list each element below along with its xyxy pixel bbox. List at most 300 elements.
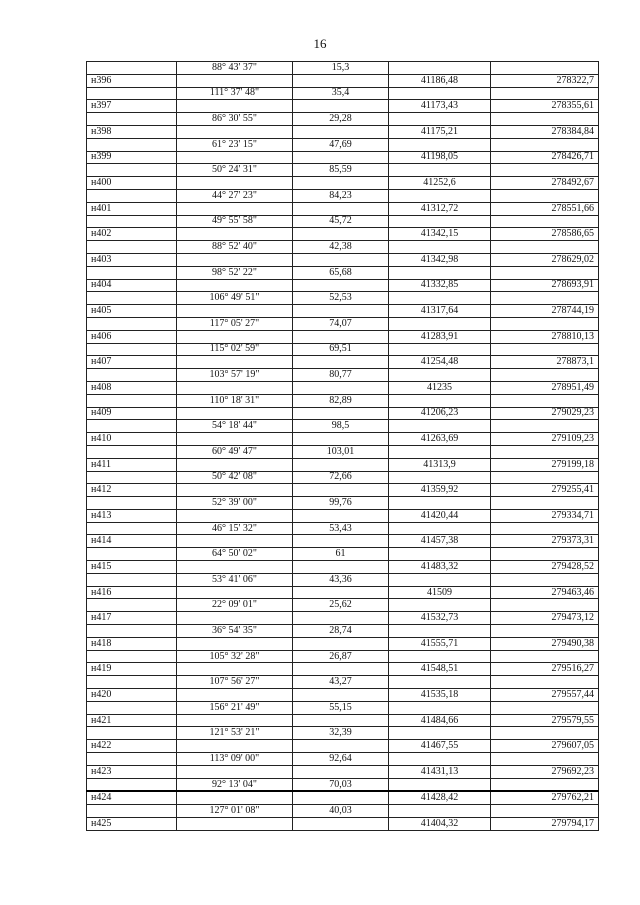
y-coordinate-cell (491, 471, 599, 484)
direction-angle-cell (177, 433, 293, 446)
point-id-cell: н398 (87, 125, 177, 138)
y-coordinate-cell: 278629,02 (491, 253, 599, 266)
direction-angle-cell: 117° 05' 27" (177, 317, 293, 330)
table-row (87, 676, 599, 689)
point-id-cell: н399 (87, 151, 177, 164)
length-cell: 72,66 (293, 471, 389, 484)
direction-angle-cell (177, 535, 293, 548)
x-coordinate-cell (389, 138, 491, 151)
table-row (87, 151, 599, 164)
direction-angle-cell (177, 305, 293, 318)
y-coordinate-cell: 278322,7 (491, 74, 599, 87)
table-row (87, 241, 599, 254)
x-coordinate-cell: 41431,13 (389, 765, 491, 778)
table-row (87, 701, 599, 714)
table-row (87, 317, 599, 330)
direction-angle-cell: 50° 42' 08" (177, 471, 293, 484)
y-coordinate-cell: 278355,61 (491, 100, 599, 113)
direction-angle-cell (177, 279, 293, 292)
x-coordinate-cell: 41235 (389, 381, 491, 394)
table-row (87, 138, 599, 151)
length-cell: 42,38 (293, 241, 389, 254)
direction-angle-cell: 111° 37' 48" (177, 87, 293, 100)
point-id-cell (87, 701, 177, 714)
x-coordinate-cell: 41483,32 (389, 561, 491, 574)
point-id-cell (87, 471, 177, 484)
length-cell (293, 305, 389, 318)
y-coordinate-cell (491, 394, 599, 407)
table-row (87, 228, 599, 241)
x-coordinate-cell (389, 625, 491, 638)
direction-angle-cell: 127° 01' 08" (177, 805, 293, 818)
direction-angle-cell: 36° 54' 35" (177, 625, 293, 638)
y-coordinate-cell (491, 62, 599, 75)
point-id-cell (87, 420, 177, 433)
direction-angle-cell: 107° 56' 27" (177, 676, 293, 689)
table-row (87, 561, 599, 574)
point-id-cell: н421 (87, 714, 177, 727)
direction-angle-cell: 88° 52' 40" (177, 241, 293, 254)
direction-angle-cell (177, 765, 293, 778)
x-coordinate-cell (389, 805, 491, 818)
direction-angle-cell (177, 740, 293, 753)
length-cell (293, 791, 389, 804)
y-coordinate-cell (491, 215, 599, 228)
x-coordinate-cell (389, 522, 491, 535)
x-coordinate-cell (389, 317, 491, 330)
length-cell (293, 765, 389, 778)
length-cell (293, 381, 389, 394)
y-coordinate-cell (491, 445, 599, 458)
y-coordinate-cell: 278810,13 (491, 330, 599, 343)
length-cell (293, 74, 389, 87)
length-cell: 47,69 (293, 138, 389, 151)
y-coordinate-cell: 279109,23 (491, 433, 599, 446)
table-row (87, 471, 599, 484)
length-cell (293, 818, 389, 831)
x-coordinate-cell: 41509 (389, 586, 491, 599)
y-coordinate-cell: 279516,27 (491, 663, 599, 676)
length-cell (293, 484, 389, 497)
table-row (87, 330, 599, 343)
table-row (87, 484, 599, 497)
length-cell (293, 228, 389, 241)
x-coordinate-cell: 41186,48 (389, 74, 491, 87)
direction-angle-cell: 98° 52' 22" (177, 266, 293, 279)
direction-angle-cell (177, 202, 293, 215)
point-id-cell: н415 (87, 561, 177, 574)
y-coordinate-cell (491, 241, 599, 254)
y-coordinate-cell (491, 599, 599, 612)
y-coordinate-cell (491, 573, 599, 586)
x-coordinate-cell: 41428,42 (389, 791, 491, 804)
direction-angle-cell (177, 818, 293, 831)
table-row (87, 305, 599, 318)
table-row (87, 522, 599, 535)
direction-angle-cell: 115° 02' 59" (177, 343, 293, 356)
y-coordinate-cell: 278551,66 (491, 202, 599, 215)
point-id-cell: н396 (87, 74, 177, 87)
length-cell (293, 689, 389, 702)
y-coordinate-cell (491, 522, 599, 535)
x-coordinate-cell: 41312,72 (389, 202, 491, 215)
x-coordinate-cell: 41317,64 (389, 305, 491, 318)
y-coordinate-cell: 279428,52 (491, 561, 599, 574)
length-cell (293, 356, 389, 369)
point-id-cell: н422 (87, 740, 177, 753)
x-coordinate-cell: 41532,73 (389, 612, 491, 625)
x-coordinate-cell: 41198,05 (389, 151, 491, 164)
y-coordinate-cell (491, 164, 599, 177)
page-number: 16 (313, 36, 327, 51)
y-coordinate-cell (491, 292, 599, 305)
direction-angle-cell: 52° 39' 00" (177, 497, 293, 510)
table-row (87, 343, 599, 356)
x-coordinate-cell (389, 62, 491, 75)
length-cell (293, 202, 389, 215)
x-coordinate-cell: 41484,66 (389, 714, 491, 727)
length-cell (293, 253, 389, 266)
length-cell: 32,39 (293, 727, 389, 740)
table-row (87, 497, 599, 510)
length-cell: 65,68 (293, 266, 389, 279)
point-id-cell: н409 (87, 407, 177, 420)
point-id-cell (87, 164, 177, 177)
length-cell (293, 612, 389, 625)
x-coordinate-cell: 41175,21 (389, 125, 491, 138)
x-coordinate-cell: 41332,85 (389, 279, 491, 292)
point-id-cell (87, 138, 177, 151)
y-coordinate-cell (491, 805, 599, 818)
y-coordinate-cell: 278492,67 (491, 177, 599, 190)
y-coordinate-cell: 279692,23 (491, 765, 599, 778)
x-coordinate-cell: 41206,23 (389, 407, 491, 420)
point-id-cell (87, 599, 177, 612)
x-coordinate-cell: 41173,43 (389, 100, 491, 113)
direction-angle-cell: 64° 50' 02" (177, 548, 293, 561)
x-coordinate-cell (389, 113, 491, 126)
y-coordinate-cell (491, 625, 599, 638)
table-row (87, 369, 599, 382)
direction-angle-cell (177, 637, 293, 650)
table-row (87, 689, 599, 702)
point-id-cell (87, 241, 177, 254)
length-cell: 52,53 (293, 292, 389, 305)
y-coordinate-cell (491, 676, 599, 689)
x-coordinate-cell: 41420,44 (389, 509, 491, 522)
direction-angle-cell (177, 663, 293, 676)
direction-angle-cell: 54° 18' 44" (177, 420, 293, 433)
length-cell: 35,4 (293, 87, 389, 100)
x-coordinate-cell (389, 215, 491, 228)
table-row (87, 818, 599, 831)
table-row (87, 189, 599, 202)
y-coordinate-cell: 279373,31 (491, 535, 599, 548)
direction-angle-cell: 50° 24' 31" (177, 164, 293, 177)
direction-angle-cell (177, 689, 293, 702)
y-coordinate-cell (491, 497, 599, 510)
table-row (87, 625, 599, 638)
direction-angle-cell (177, 791, 293, 804)
point-id-cell: н420 (87, 689, 177, 702)
point-id-cell (87, 778, 177, 791)
y-coordinate-cell: 278873,1 (491, 356, 599, 369)
x-coordinate-cell: 41457,38 (389, 535, 491, 548)
x-coordinate-cell: 41404,32 (389, 818, 491, 831)
x-coordinate-cell (389, 753, 491, 766)
direction-angle-cell (177, 484, 293, 497)
y-coordinate-cell: 279557,44 (491, 689, 599, 702)
x-coordinate-cell: 41342,98 (389, 253, 491, 266)
table-row (87, 663, 599, 676)
point-id-cell: н424 (87, 791, 177, 804)
length-cell: 15,3 (293, 62, 389, 75)
table-row (87, 650, 599, 663)
x-coordinate-cell: 41313,9 (389, 458, 491, 471)
point-id-cell (87, 369, 177, 382)
length-cell: 98,5 (293, 420, 389, 433)
length-cell (293, 407, 389, 420)
x-coordinate-cell (389, 369, 491, 382)
y-coordinate-cell: 279473,12 (491, 612, 599, 625)
y-coordinate-cell: 279762,21 (491, 791, 599, 804)
table-row (87, 714, 599, 727)
table-row (87, 753, 599, 766)
point-id-cell (87, 727, 177, 740)
direction-angle-cell: 46° 15' 32" (177, 522, 293, 535)
table-row (87, 805, 599, 818)
y-coordinate-cell (491, 343, 599, 356)
x-coordinate-cell: 41263,69 (389, 433, 491, 446)
point-id-cell: н413 (87, 509, 177, 522)
y-coordinate-cell: 278586,65 (491, 228, 599, 241)
y-coordinate-cell: 279607,05 (491, 740, 599, 753)
table-row (87, 113, 599, 126)
table-row (87, 599, 599, 612)
x-coordinate-cell: 41535,18 (389, 689, 491, 702)
x-coordinate-cell: 41548,51 (389, 663, 491, 676)
direction-angle-cell (177, 100, 293, 113)
point-id-cell: н412 (87, 484, 177, 497)
x-coordinate-cell (389, 573, 491, 586)
length-cell (293, 330, 389, 343)
direction-angle-cell: 53° 41' 06" (177, 573, 293, 586)
point-id-cell: н401 (87, 202, 177, 215)
y-coordinate-cell (491, 189, 599, 202)
point-id-cell (87, 676, 177, 689)
length-cell: 92,64 (293, 753, 389, 766)
direction-angle-cell (177, 458, 293, 471)
x-coordinate-cell: 41254,48 (389, 356, 491, 369)
table-row (87, 458, 599, 471)
x-coordinate-cell: 41283,91 (389, 330, 491, 343)
table-row (87, 62, 599, 75)
point-id-cell (87, 317, 177, 330)
length-cell: 84,23 (293, 189, 389, 202)
length-cell: 55,15 (293, 701, 389, 714)
table-row (87, 778, 599, 791)
length-cell: 80,77 (293, 369, 389, 382)
point-id-cell: н407 (87, 356, 177, 369)
point-id-cell: н408 (87, 381, 177, 394)
point-id-cell (87, 215, 177, 228)
y-coordinate-cell (491, 138, 599, 151)
table-row (87, 445, 599, 458)
table-row (87, 177, 599, 190)
y-coordinate-cell (491, 87, 599, 100)
point-id-cell (87, 522, 177, 535)
x-coordinate-cell (389, 676, 491, 689)
x-coordinate-cell: 41555,71 (389, 637, 491, 650)
length-cell (293, 100, 389, 113)
x-coordinate-cell (389, 343, 491, 356)
direction-angle-cell: 121° 53' 21" (177, 727, 293, 740)
length-cell: 69,51 (293, 343, 389, 356)
y-coordinate-cell: 279794,17 (491, 818, 599, 831)
x-coordinate-cell (389, 189, 491, 202)
y-coordinate-cell (491, 317, 599, 330)
length-cell (293, 279, 389, 292)
coordinates-table-body (87, 62, 599, 831)
table-row (87, 573, 599, 586)
x-coordinate-cell (389, 266, 491, 279)
x-coordinate-cell (389, 497, 491, 510)
direction-angle-cell: 156° 21' 49" (177, 701, 293, 714)
y-coordinate-cell (491, 778, 599, 791)
point-id-cell: н414 (87, 535, 177, 548)
point-id-cell (87, 113, 177, 126)
point-id-cell: н406 (87, 330, 177, 343)
direction-angle-cell (177, 74, 293, 87)
y-coordinate-cell (491, 420, 599, 433)
direction-angle-cell: 103° 57' 19" (177, 369, 293, 382)
length-cell: 29,28 (293, 113, 389, 126)
x-coordinate-cell (389, 87, 491, 100)
direction-angle-cell (177, 509, 293, 522)
point-id-cell: н417 (87, 612, 177, 625)
length-cell: 25,62 (293, 599, 389, 612)
y-coordinate-cell (491, 266, 599, 279)
direction-angle-cell: 110° 18' 31" (177, 394, 293, 407)
point-id-cell: н397 (87, 100, 177, 113)
direction-angle-cell: 113° 09' 00" (177, 753, 293, 766)
length-cell: 99,76 (293, 497, 389, 510)
point-id-cell: н419 (87, 663, 177, 676)
point-id-cell (87, 548, 177, 561)
length-cell: 85,59 (293, 164, 389, 177)
table-row (87, 356, 599, 369)
length-cell: 28,74 (293, 625, 389, 638)
length-cell (293, 458, 389, 471)
x-coordinate-cell (389, 471, 491, 484)
length-cell (293, 151, 389, 164)
table-row (87, 381, 599, 394)
table-row (87, 637, 599, 650)
length-cell: 103,01 (293, 445, 389, 458)
direction-angle-cell: 92° 13' 04" (177, 778, 293, 791)
point-id-cell: н425 (87, 818, 177, 831)
point-id-cell: н418 (87, 637, 177, 650)
length-cell: 40,03 (293, 805, 389, 818)
direction-angle-cell: 106° 49' 51" (177, 292, 293, 305)
table-row (87, 394, 599, 407)
table-row (87, 765, 599, 778)
length-cell (293, 177, 389, 190)
length-cell (293, 561, 389, 574)
table-row (87, 420, 599, 433)
direction-angle-cell: 61° 23' 15" (177, 138, 293, 151)
x-coordinate-cell: 41359,92 (389, 484, 491, 497)
direction-angle-cell (177, 612, 293, 625)
table-row (87, 279, 599, 292)
x-coordinate-cell (389, 548, 491, 561)
direction-angle-cell: 49° 55' 58" (177, 215, 293, 228)
direction-angle-cell (177, 381, 293, 394)
length-cell (293, 535, 389, 548)
direction-angle-cell: 86° 30' 55" (177, 113, 293, 126)
point-id-cell (87, 573, 177, 586)
direction-angle-cell (177, 125, 293, 138)
direction-angle-cell (177, 561, 293, 574)
length-cell: 74,07 (293, 317, 389, 330)
direction-angle-cell (177, 330, 293, 343)
length-cell: 70,03 (293, 778, 389, 791)
coordinates-table (86, 61, 599, 831)
table-row (87, 215, 599, 228)
length-cell (293, 433, 389, 446)
x-coordinate-cell: 41252,6 (389, 177, 491, 190)
x-coordinate-cell (389, 241, 491, 254)
y-coordinate-cell (491, 369, 599, 382)
table-row (87, 253, 599, 266)
length-cell: 43,36 (293, 573, 389, 586)
point-id-cell (87, 292, 177, 305)
point-id-cell: н410 (87, 433, 177, 446)
direction-angle-cell: 22° 09' 01" (177, 599, 293, 612)
direction-angle-cell: 88° 43' 37" (177, 62, 293, 75)
direction-angle-cell (177, 356, 293, 369)
table-row (87, 433, 599, 446)
table-row (87, 87, 599, 100)
point-id-cell: н403 (87, 253, 177, 266)
point-id-cell: н423 (87, 765, 177, 778)
point-id-cell: н405 (87, 305, 177, 318)
table-row (87, 407, 599, 420)
y-coordinate-cell (491, 548, 599, 561)
point-id-cell (87, 445, 177, 458)
table-row (87, 164, 599, 177)
length-cell: 61 (293, 548, 389, 561)
table-row (87, 612, 599, 625)
y-coordinate-cell: 279199,18 (491, 458, 599, 471)
point-id-cell (87, 497, 177, 510)
x-coordinate-cell: 41467,55 (389, 740, 491, 753)
x-coordinate-cell (389, 727, 491, 740)
point-id-cell (87, 62, 177, 75)
y-coordinate-cell (491, 753, 599, 766)
x-coordinate-cell (389, 164, 491, 177)
direction-angle-cell (177, 407, 293, 420)
point-id-cell (87, 343, 177, 356)
length-cell (293, 586, 389, 599)
x-coordinate-cell (389, 701, 491, 714)
point-id-cell (87, 266, 177, 279)
y-coordinate-cell: 278384,84 (491, 125, 599, 138)
y-coordinate-cell: 279463,46 (491, 586, 599, 599)
direction-angle-cell (177, 253, 293, 266)
y-coordinate-cell: 279579,55 (491, 714, 599, 727)
table-row (87, 100, 599, 113)
